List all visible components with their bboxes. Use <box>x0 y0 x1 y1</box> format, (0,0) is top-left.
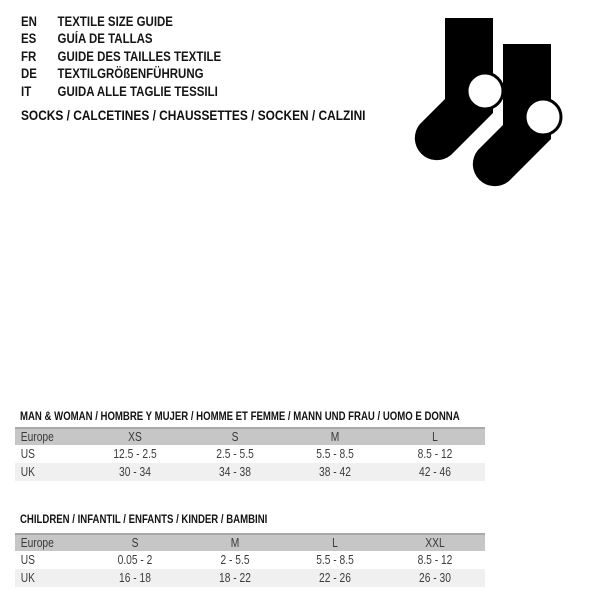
language-label: GUÍA DE TALLAS <box>57 31 153 47</box>
row-label: US <box>20 553 35 567</box>
size-value: 8.5 - 12 <box>417 447 453 461</box>
row-label: US <box>20 447 35 461</box>
category-title: SOCKS / CALCETINES / CHAUSSETTES / SOCKEN / CALZINI <box>21 107 366 123</box>
size-value: 0.05 - 2 <box>117 553 153 567</box>
column-header-xs: XS <box>128 430 142 444</box>
children-table-title: CHILDREN / INFANTIL / ENFANTS / KINDER / BAMBINI <box>20 512 268 526</box>
column-header-m: M <box>330 430 340 444</box>
size-value: 2.5 - 5.5 <box>216 447 254 461</box>
row-label: UK <box>20 465 35 479</box>
size-value: 42 - 46 <box>419 465 451 479</box>
size-value: 26 - 30 <box>419 571 451 585</box>
table-row-us <box>15 445 485 463</box>
table-row-us <box>15 551 485 569</box>
language-label: GUIDA ALLE TAGLIE TESSILI <box>57 83 218 99</box>
column-header-s: S <box>231 430 239 444</box>
heel-circle-front <box>467 73 503 109</box>
children-table-header-row <box>15 533 485 551</box>
language-row-en <box>21 13 221 30</box>
language-code: DE <box>21 66 37 82</box>
language-row-fr <box>21 48 221 65</box>
size-value: 34 - 38 <box>219 465 251 479</box>
size-value: 16 - 18 <box>119 571 151 585</box>
size-value: 38 - 42 <box>319 465 351 479</box>
adults-table-header-row <box>15 427 485 445</box>
language-code: FR <box>21 48 37 64</box>
column-header-europe: Europe <box>20 536 54 550</box>
row-label: UK <box>20 571 35 585</box>
size-value: 8.5 - 12 <box>417 553 453 567</box>
language-row-es <box>21 30 221 47</box>
language-list <box>21 13 257 100</box>
socks-icon <box>405 10 585 192</box>
table-row-uk <box>15 569 485 587</box>
column-header-l: L <box>432 430 438 444</box>
language-row-de <box>21 65 221 82</box>
column-header-xxl: XXL <box>425 536 445 550</box>
language-code: IT <box>21 83 32 99</box>
size-value: 2 - 5.5 <box>220 553 250 567</box>
children-size-table <box>15 533 485 587</box>
language-row-it <box>21 83 221 100</box>
size-value: 18 - 22 <box>219 571 251 585</box>
language-code: EN <box>21 14 37 29</box>
language-label: TEXTILGRÖßENFÜHRUNG <box>57 66 204 82</box>
column-header-m: M <box>230 536 240 550</box>
language-label: TEXTILE SIZE GUIDE <box>57 14 173 29</box>
adults-table-title: MAN & WOMAN / HOMBRE Y MUJER / HOMME ET FEMME / MANN UND FRAU / UOMO E DONNA <box>20 409 460 423</box>
language-label: GUIDE DES TAILLES TEXTILE <box>57 48 222 64</box>
size-value: 5.5 - 8.5 <box>316 553 354 567</box>
language-code: ES <box>21 31 37 47</box>
column-header-l: L <box>332 536 338 550</box>
size-value: 30 - 34 <box>119 465 151 479</box>
heel-circle-back <box>525 99 561 135</box>
column-header-s: S <box>131 536 139 550</box>
size-value: 5.5 - 8.5 <box>316 447 354 461</box>
table-row-uk <box>15 463 485 481</box>
size-value: 22 - 26 <box>319 571 351 585</box>
adults-size-table <box>15 427 485 481</box>
column-header-europe: Europe <box>20 430 54 444</box>
size-value: 12.5 - 2.5 <box>113 447 157 461</box>
